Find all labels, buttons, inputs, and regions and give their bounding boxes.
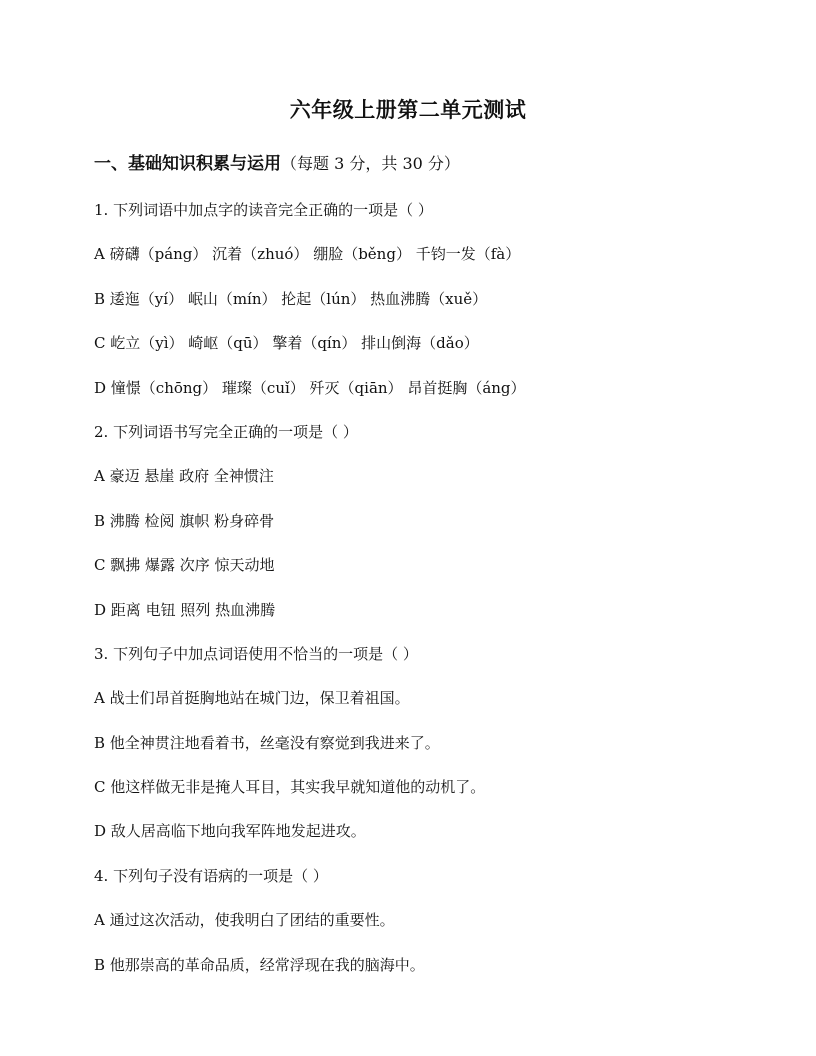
section-heading-text: 一、基础知识积累与运用 <box>94 154 281 174</box>
section-heading <box>94 149 460 174</box>
question-2-stem: 2. 下列词语书写完全正确的一项是（ ） <box>94 422 358 441</box>
question-2-option-c: C 飘拂 爆露 次序 惊天动地 <box>94 556 275 575</box>
question-1-option-d: D 憧憬（chōng） 璀璨（cuǐ） 歼灭（qiān） 昂首挺胸（áng） <box>94 378 526 397</box>
question-1-stem: 1. 下列词语中加点字的读音完全正确的一项是（ ） <box>94 201 433 219</box>
question-3-option-d: D 敌人居高临下地向我军阵地发起进攻。 <box>94 822 366 841</box>
question-2-option-b: B 沸腾 检阅 旗帜 粉身碎骨 <box>94 511 275 530</box>
page-title: 六年级上册第二单元测试 <box>289 97 527 122</box>
question-3-option-c: C 他这样做无非是掩人耳目，其实我早就知道他的动机了。 <box>94 778 486 797</box>
question-1-option-b: B 逶迤（yí） 岷山（mín） 抡起（lún） 热血沸腾（xuě） <box>94 289 488 308</box>
question-1-option-a: A 磅礴（páng） 沉着（zhuó） 绷脸（běng） 千钧一发（fà） <box>94 245 521 264</box>
question-3-stem: 3. 下列句子中加点词语使用不恰当的一项是（ ） <box>94 644 418 663</box>
question-list <box>94 198 734 997</box>
question-2-option-a: A 豪迈 悬崖 政府 全神惯注 <box>94 467 274 486</box>
question-1-option-c: C 屹立（yì） 崎岖（qū） 擎着（qín） 排山倒海（dǎo） <box>94 334 479 353</box>
question-4-stem: 4. 下列句子没有语病的一项是（ ） <box>94 866 328 885</box>
question-3-option-a: A 战士们昂首挺胸地站在城门边，保卫着祖国。 <box>94 689 410 708</box>
question-2-option-d: D 距离 电钮 照列 热血沸腾 <box>94 600 276 619</box>
section-score-note: （每题 3 分，共 30 分） <box>281 154 460 173</box>
question-3-option-b: B 他全神贯注地看着书，丝毫没有察觉到我进来了。 <box>94 733 440 752</box>
question-4-option-a: A 通过这次活动，使我明白了团结的重要性。 <box>94 911 395 930</box>
question-4-option-b: B 他那崇高的革命品质，经常浮现在我的脑海中。 <box>94 955 425 974</box>
